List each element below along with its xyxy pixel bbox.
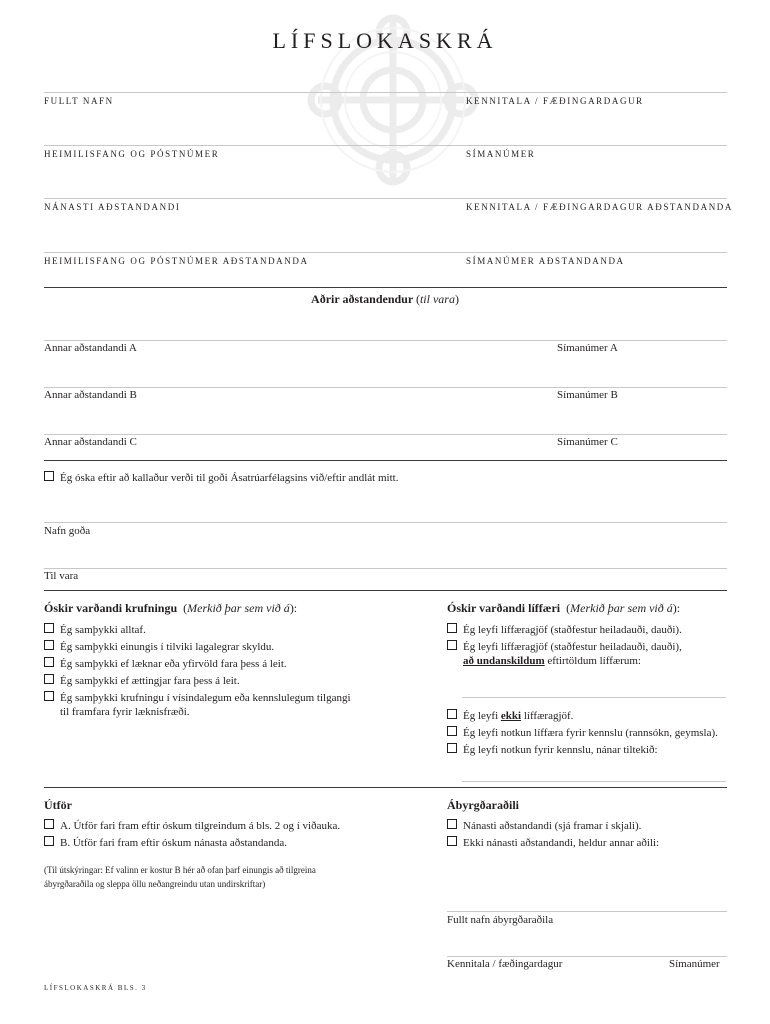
organs-options-top <box>447 622 737 670</box>
organs-option-allow[interactable]: Ég leyfi líffæragjöf (staðfestur heiladauði, dauði). <box>447 622 737 639</box>
autopsy-option-science[interactable]: Ég samþykki krufningu í vísindalegum eða kennslulegum tilgangi <box>44 690 414 707</box>
responsible-options <box>447 818 737 852</box>
checkbox[interactable] <box>44 691 54 701</box>
autopsy-option-always[interactable]: Ég samþykki alltaf. <box>44 622 414 639</box>
autopsy-option-legal[interactable]: Ég samþykki einungis í tilviki lagalegrar skyldu. <box>44 639 414 656</box>
autopsy-options <box>44 622 414 721</box>
checkbox[interactable] <box>447 623 457 633</box>
checkbox[interactable] <box>447 836 457 846</box>
section-divider <box>44 787 727 788</box>
checkbox[interactable] <box>44 674 54 684</box>
others-heading: Aðrir aðstandendur (til vara) <box>311 292 459 306</box>
section-divider <box>44 287 727 288</box>
checkbox[interactable] <box>44 836 54 846</box>
divider <box>44 387 727 388</box>
autopsy-option-science-cont: til framfara fyrir læknisfræði. <box>60 706 190 718</box>
responsible-heading: Ábyrgðaraðili <box>447 798 519 812</box>
kin-phone-label: SÍMANÚMER AÐSTANDANDA <box>466 256 625 266</box>
relative-b-phone-label: Símanúmer B <box>557 389 618 401</box>
checkbox[interactable] <box>44 640 54 650</box>
organs-option-except[interactable]: Ég leyfi líffæragjöf (staðfestur heiladauði, dauði), <box>447 639 737 656</box>
divider <box>44 434 727 435</box>
kennitala-label: KENNITALA / FÆÐINGARDAGUR <box>466 96 644 106</box>
responsible-name-label: Fullt nafn ábyrgðaraðila <box>447 914 554 926</box>
organs-option-teaching[interactable]: Ég leyfi notkun líffæra fyrir kennslu (rannsókn, geymsla). <box>447 725 737 742</box>
organs-option-deny[interactable]: Ég leyfi ekki líffæragjöf. <box>447 708 737 725</box>
funeral-option-a[interactable]: A. Útför fari fram eftir óskum tilgreindum á bls. 2 og í viðauka. <box>44 818 434 835</box>
checkbox[interactable] <box>447 640 457 650</box>
funeral-heading: Útför <box>44 798 72 812</box>
checkbox[interactable] <box>44 623 54 633</box>
kin-kennitala-label: KENNITALA / FÆÐINGARDAGUR AÐSTANDANDA <box>466 202 734 212</box>
responsible-option-other[interactable]: Ekki nánasti aðstandandi, heldur annar aðili: <box>447 835 737 852</box>
page-title: LÍFSLOKASKRÁ <box>272 28 498 53</box>
checkbox[interactable] <box>447 726 457 736</box>
responsible-phone-label: Símanúmer <box>669 958 720 970</box>
checkbox[interactable] <box>447 709 457 719</box>
godi-backup-label: Til vara <box>44 570 79 582</box>
relative-a-label: Annar aðstandandi A <box>44 342 137 354</box>
autopsy-heading: Óskir varðandi krufningu (Merkið þar sem við á): <box>44 601 298 615</box>
divider <box>44 145 727 146</box>
relative-c-phone-label: Símanúmer C <box>557 436 618 448</box>
funeral-option-b[interactable]: B. Útför fari fram eftir óskum nánasta aðstandanda. <box>44 835 434 852</box>
funeral-options <box>44 818 434 852</box>
divider <box>447 956 727 957</box>
section-divider <box>44 460 727 461</box>
divider <box>44 340 727 341</box>
divider <box>447 911 727 912</box>
organs-heading: Óskir varðandi líffæri (Merkið þar sem við á): <box>447 601 681 615</box>
divider <box>44 92 727 93</box>
godi-name-label: Nafn goða <box>44 525 91 537</box>
funeral-note: (Til útskýringar: Ef valinn er kostur B hér að ofan þarf einungis að tilgreina ábyrgðaraðila og sleppa öllu neðangreindu utan undirskriftar) <box>44 865 316 889</box>
responsible-kennitala-label: Kennitala / fæðingardagur <box>447 958 563 970</box>
checkbox[interactable] <box>447 743 457 753</box>
divider <box>44 252 727 253</box>
godi-option[interactable]: Ég óska eftir að kallaður verði til goði Ásatrúarfélagsins við/eftir andlát mitt. <box>44 470 398 487</box>
responsible-option-kin[interactable]: Nánasti aðstandandi (sjá framar í skjali). <box>447 818 737 835</box>
relative-c-label: Annar aðstandandi C <box>44 436 137 448</box>
checkbox[interactable] <box>44 657 54 667</box>
phone-label: SÍMANÚMER <box>466 149 536 159</box>
section-divider <box>44 590 727 591</box>
divider <box>44 198 727 199</box>
full-name-label: FULLT NAFN <box>44 96 114 106</box>
address-label: HEIMILISFANG OG PÓSTNÚMER <box>44 149 220 159</box>
organs-option-except-cont: að undanskildum eftirtöldum líffærum: <box>463 655 641 667</box>
autopsy-option-doctors[interactable]: Ég samþykki ef læknar eða yfirvöld fara þess á leit. <box>44 656 414 673</box>
organs-teaching-fill-line[interactable] <box>462 781 726 782</box>
divider <box>44 568 727 569</box>
checkbox[interactable] <box>44 471 54 481</box>
organs-option-teaching-specific[interactable]: Ég leyfi notkun fyrir kennslu, nánar tiltekið: <box>447 742 737 759</box>
autopsy-option-relatives[interactable]: Ég samþykki ef ættingjar fara þess á leit. <box>44 673 414 690</box>
page-footer: LÍFSLOKASKRÁ BLS. 3 <box>44 984 147 992</box>
relative-b-label: Annar aðstandandi B <box>44 389 137 401</box>
divider <box>44 522 727 523</box>
kin-address-label: HEIMILISFANG OG PÓSTNÚMER AÐSTANDANDA <box>44 256 309 266</box>
checkbox[interactable] <box>44 819 54 829</box>
organs-fill-line[interactable] <box>462 697 726 698</box>
relative-a-phone-label: Símanúmer A <box>557 342 618 354</box>
checkbox[interactable] <box>447 819 457 829</box>
organs-options-bottom <box>447 708 737 759</box>
next-of-kin-label: NÁNASTI AÐSTANDANDI <box>44 202 181 212</box>
